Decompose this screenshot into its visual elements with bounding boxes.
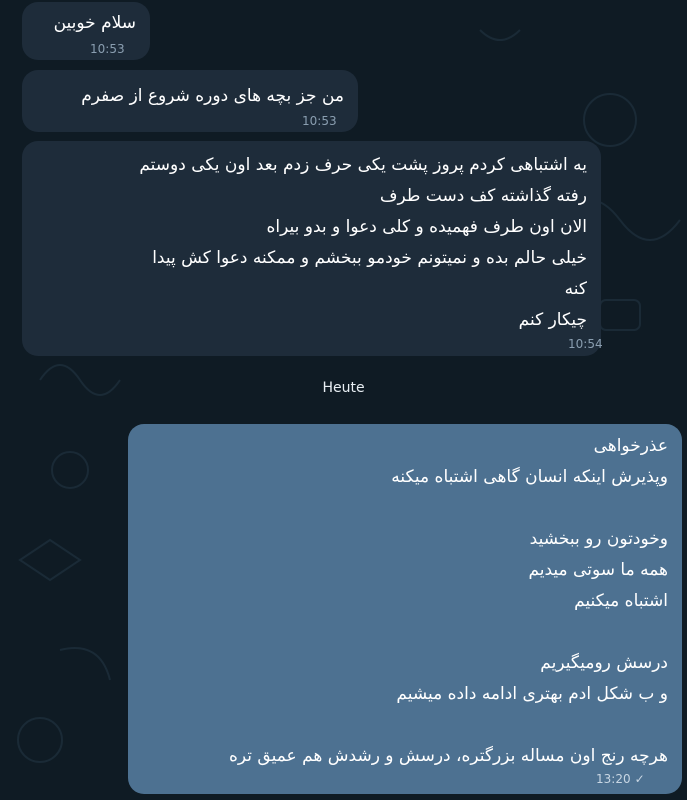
message-text: همه ما سوتی میدیم (528, 560, 668, 580)
blank-line (142, 617, 668, 648)
message-text: من جز بچه های دوره شروع از صفرم (81, 86, 344, 106)
message-text: اشتباه میکنیم (574, 591, 668, 611)
message-text: سلام خوبین (53, 13, 136, 33)
message-text: هرچه رنج اون مساله بزرگتره، درسش و رشدش هم عمیق تره (228, 746, 668, 766)
message-text: وخودتون رو ببخشید (529, 529, 668, 549)
message-text: و ب شکل ادم بهتری ادامه داده میشیم (396, 684, 668, 704)
single-check-icon: ✓ (634, 772, 645, 786)
message-meta (596, 772, 645, 786)
message-bubble[interactable] (22, 141, 601, 356)
message-text: چیکار کنم (518, 310, 587, 330)
message-bubble-outgoing[interactable] (128, 424, 682, 794)
message-text: وپذیرش اینکه انسان گاهی اشتباه میکنه (391, 467, 668, 487)
message-bubble[interactable] (22, 70, 358, 132)
message-text: عذرخواهی (593, 436, 668, 456)
message-text: کنه (564, 279, 587, 299)
message-bubble[interactable] (22, 2, 150, 60)
blank-line (142, 710, 668, 741)
message-text: خیلی حالم بده و نمیتونم خودمو ببخشم و ممکنه دعوا کش پیدا (152, 248, 587, 268)
date-separator: Heute (322, 380, 365, 396)
message-time: 10:54 (568, 337, 603, 351)
message-time: 10:53 (90, 42, 125, 56)
message-time: 13:20 (596, 772, 631, 786)
message-text: درسش رومیگیریم (540, 653, 668, 673)
blank-line (142, 493, 668, 524)
message-time: 10:53 (302, 114, 337, 128)
message-text: الان اون طرف فهمیده و کلی دعوا و بدو بیراه (266, 217, 587, 237)
message-text: رفته گذاشته کف دست طرف (379, 186, 587, 206)
message-text: یه اشتباهی کردم پروز پشت یکی حرف زدم بعد اون یکی دوستم (139, 155, 587, 175)
